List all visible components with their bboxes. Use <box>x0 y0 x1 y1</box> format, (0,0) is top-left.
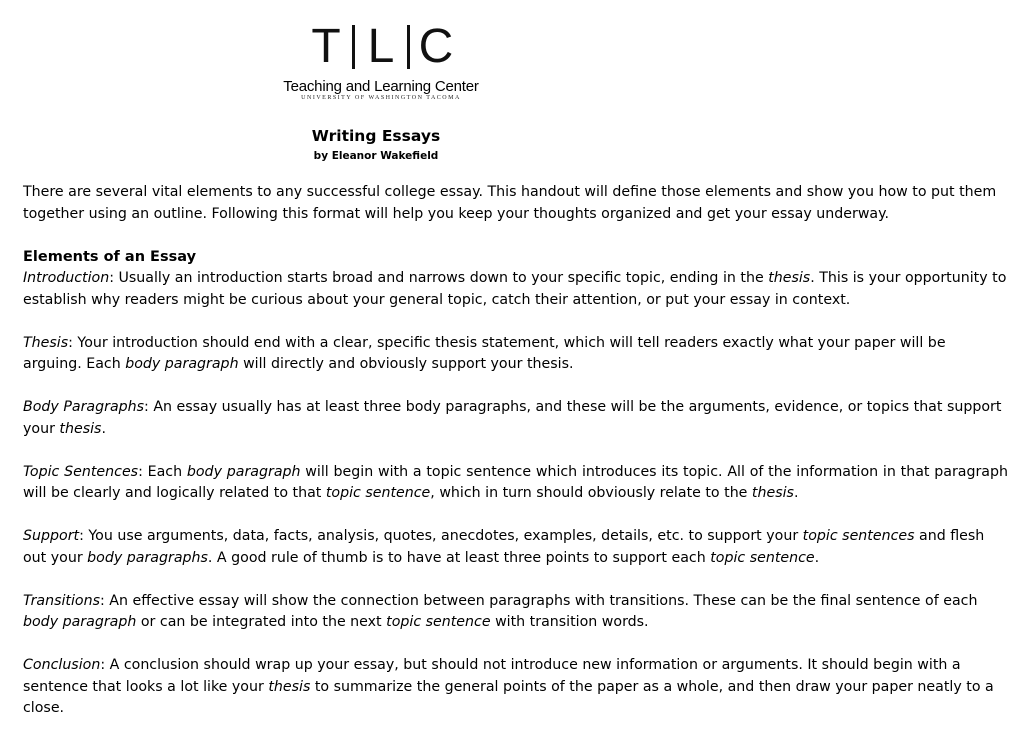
term: Thesis <box>23 334 69 351</box>
document-body <box>23 182 1008 741</box>
tlc-logo-mark <box>276 22 486 72</box>
document-title: Writing Essays <box>311 127 441 145</box>
term: Introduction <box>23 270 110 286</box>
term: Body Paragraphs <box>23 399 145 415</box>
element-topic-sentences: Topic Sentences: Each body paragraph will begin with a topic sentence which introduces its topic. All of the information in that paragraph will be clearly and logically related to that topic sentence, which in turn should obviously relate to the thesis. <box>23 463 1008 501</box>
element-body-paragraphs: Body Paragraphs: An essay usually has at least three body paragraphs, and these will be the arguments, evidence, or topics that support your thesis. <box>23 399 1002 437</box>
element-transitions: Transitions: An effective essay will show the connection between paragraphs with transitions. These can be the final sentence of each body paragraph or can be integrated into the next topic sentence with transition words. <box>23 592 978 630</box>
org-name: Teaching and Learning Center <box>283 78 479 95</box>
author-byline: by Eleanor Wakefield <box>313 150 439 162</box>
element-conclusion: Conclusion: A conclusion should wrap up your essay, but should not introduce new information or arguments. It should begin with a sentence that looks a lot like your thesis to summarize the general points of the paper as a whole, and then draw your paper neatly to a close. <box>23 657 994 716</box>
term: Conclusion <box>23 657 101 673</box>
term: Support <box>23 528 80 544</box>
logo-letter-c: C <box>418 20 454 73</box>
term: Topic Sentences <box>23 463 139 480</box>
org-subtitle: UNIVERSITY OF WASHINGTON TACOMA <box>301 95 461 101</box>
element-introduction: Introduction: Usually an introduction starts broad and narrows down to your specific topic, ending in the thesis. This is your opportunity to establish why readers might be curious about your general topic, catch their attention, or put your essay in context. <box>23 270 1007 308</box>
section-heading: Elements of an Essay <box>23 248 197 265</box>
logo-letter-l: L <box>367 20 395 73</box>
element-thesis: Thesis: Your introduction should end with a clear, specific thesis statement, which will tell readers exactly what your paper will be arguing. Each body paragraph will directly and obviously support your thesis. <box>23 334 946 372</box>
tlc-logo <box>276 22 486 101</box>
intro-paragraph: There are several vital elements to any successful college essay. This handout will define those elements and show you how to put them together using an outline. Following this format will help you keep your thoughts organized and get your essay underway. <box>23 184 997 222</box>
element-support: Support: You use arguments, data, facts, analysis, quotes, anecdotes, examples, details, etc. to support your topic sentences and flesh out your body paragraphs. A good rule of thumb is to have at least three points to support each topic sentence. <box>23 528 985 566</box>
term: Transitions <box>23 592 100 609</box>
logo-letter-t: T <box>311 20 341 73</box>
